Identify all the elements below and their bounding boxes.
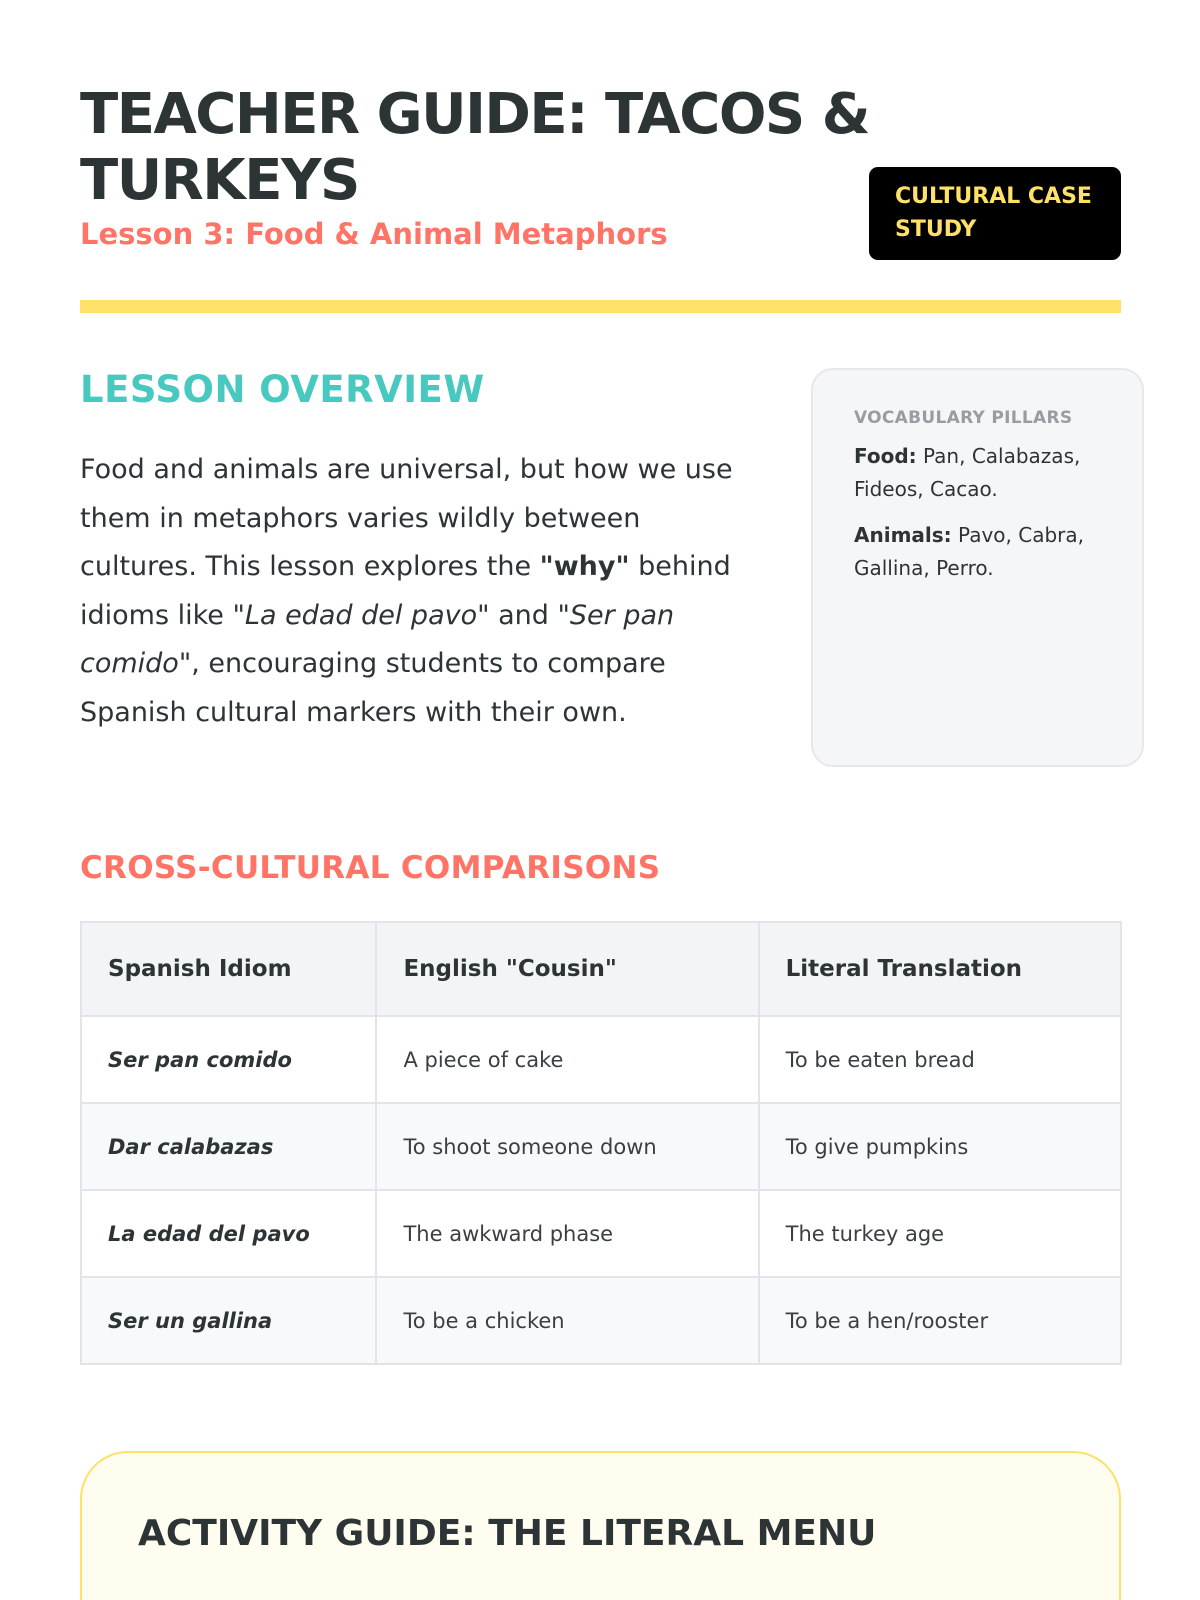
spanish-idiom-cell: Ser pan comido xyxy=(81,1016,376,1103)
literal-translation-cell: To be a hen/rooster xyxy=(759,1277,1121,1364)
english-cousin-cell: To be a chicken xyxy=(376,1277,758,1364)
literal-translation-cell: The turkey age xyxy=(759,1190,1121,1277)
vocabulary-food-words: Pan, Calabazas, Fideos, Cacao. xyxy=(854,444,1081,501)
lesson-subtitle: Lesson 3: Food & Animal Metaphors xyxy=(80,217,668,251)
vocabulary-animals xyxy=(854,519,1122,585)
page-title: TEACHER GUIDE: TACOS & TURKEYS xyxy=(80,82,870,213)
table-row xyxy=(81,1103,1121,1190)
overview-idiom-quote: "Ser pan comido" xyxy=(80,599,675,679)
cross-cultural-comparisons-heading: CROSS-CULTURAL COMPARISONS xyxy=(80,850,661,886)
spanish-idiom-cell: La edad del pavo xyxy=(81,1190,376,1277)
english-cousin-cell: The awkward phase xyxy=(376,1190,758,1277)
overview-text-part: Food and animals are universal, but how we use them in metaphors varies wildly between cultures. This lesson explores the xyxy=(80,454,733,582)
guide-header xyxy=(80,82,1121,314)
literal-translation-cell: To be eaten bread xyxy=(759,1016,1121,1103)
cultural-case-study-badge: CULTURAL CASE STUDY xyxy=(869,167,1121,260)
vocabulary-pillars-label: VOCABULARY PILLARS xyxy=(854,408,1073,428)
lesson-overview-text xyxy=(80,446,740,737)
activity-guide-heading: ACTIVITY GUIDE: THE LITERAL MENU xyxy=(138,1513,877,1554)
column-header-literal-translation: Literal Translation xyxy=(759,922,1121,1016)
vocabulary-animals-words: Pavo, Cabra, Gallina, Perro. xyxy=(854,523,1084,580)
english-cousin-cell: A piece of cake xyxy=(376,1016,758,1103)
spanish-idiom-cell: Ser un gallina xyxy=(81,1277,376,1364)
header-divider xyxy=(80,300,1121,313)
overview-text-part: , encouraging students to compare Spanish cultural markers with their own. xyxy=(80,648,666,728)
activity-guide-box xyxy=(80,1451,1121,1600)
vocabulary-animals-label: Animals: xyxy=(854,523,952,547)
vocabulary-food xyxy=(854,440,1122,506)
table-header-row xyxy=(81,922,1121,1016)
overview-idiom-quote: "La edad del pavo" xyxy=(232,599,490,631)
table-row xyxy=(81,1016,1121,1103)
literal-translation-cell: To give pumpkins xyxy=(759,1103,1121,1190)
spanish-idiom-cell: Dar calabazas xyxy=(81,1103,376,1190)
overview-text-part: behind idioms like xyxy=(80,551,731,631)
vocabulary-food-label: Food: xyxy=(854,444,917,468)
lesson-overview-heading: LESSON OVERVIEW xyxy=(80,368,485,411)
column-header-english-cousin: English "Cousin" xyxy=(376,922,758,1016)
table-row xyxy=(81,1190,1121,1277)
overview-why-emphasis: "why" xyxy=(539,551,630,582)
teacher-guide-page xyxy=(80,0,1121,1600)
column-header-spanish-idiom: Spanish Idiom xyxy=(81,922,376,1016)
overview-text-part: and xyxy=(489,599,558,631)
table-row xyxy=(81,1277,1121,1364)
comparisons-table xyxy=(80,921,1122,1365)
vocabulary-pillars-card xyxy=(811,368,1144,767)
english-cousin-cell: To shoot someone down xyxy=(376,1103,758,1190)
